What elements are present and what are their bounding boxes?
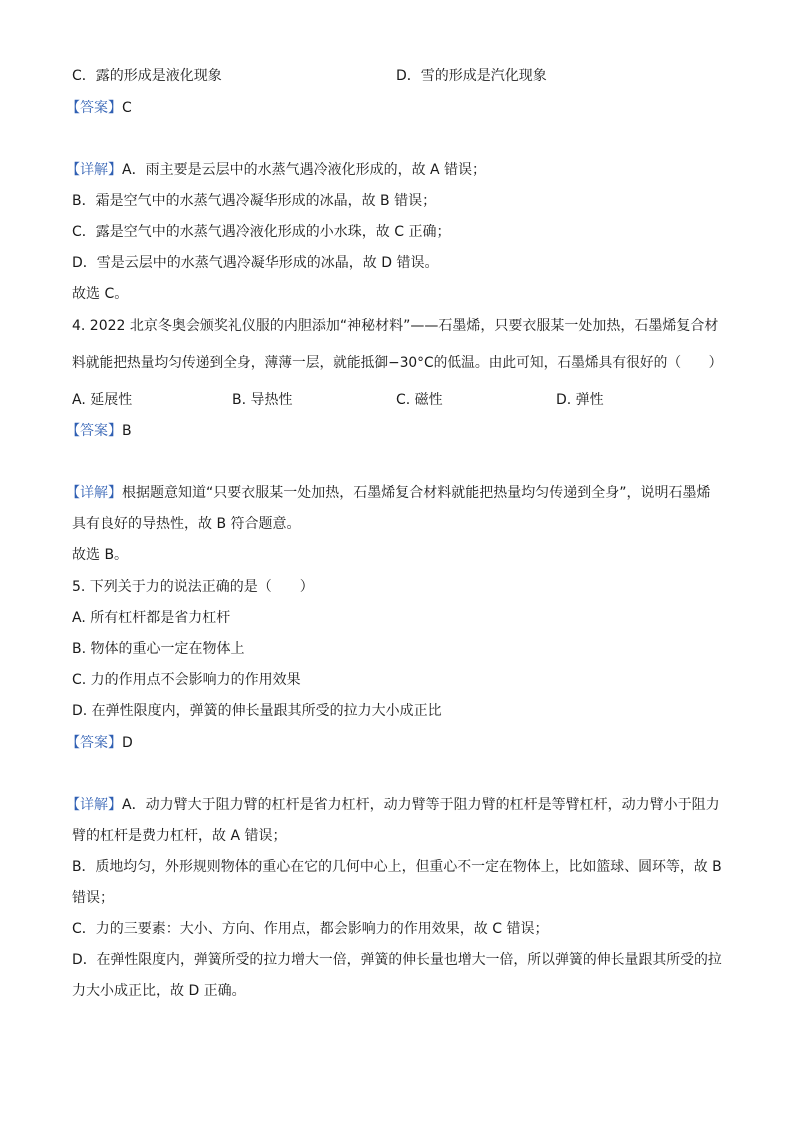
q3-conclusion: 故选 C。 bbox=[72, 286, 129, 302]
q5-option-c: C. 力的作用点不会影响力的作用效果 bbox=[72, 672, 301, 688]
q5-answer bbox=[66, 733, 133, 753]
q5-detail-a-line-2: 臂的杠杆是费力杠杆，故 A 错误； bbox=[72, 828, 287, 844]
q5-option-d: D. 在弹性限度内，弹簧的伸长量跟其所受的拉力大小成正比 bbox=[72, 703, 442, 719]
q5-detail-d-line-2: 力大小成正比，故 D 正确。 bbox=[72, 983, 246, 999]
q4-option-a: A. 延展性 bbox=[72, 392, 133, 408]
answer-tag: 【答案】 bbox=[66, 423, 122, 439]
answer-tag: 【答案】 bbox=[66, 100, 122, 116]
q3-detail-c: C．露是空气中的水蒸气遇冷液化形成的小水珠，故 C 正确； bbox=[72, 224, 451, 240]
q5-stem: 5. 下列关于力的说法正确的是（ ） bbox=[72, 579, 314, 595]
q4-conclusion: 故选 B。 bbox=[72, 547, 129, 563]
q4-answer bbox=[66, 421, 132, 441]
q5-option-a: A. 所有杠杆都是省力杠杆 bbox=[72, 610, 231, 626]
q3-detail-b: B．霜是空气中的水蒸气遇冷凝华形成的冰晶，故 B 错误； bbox=[72, 193, 437, 209]
q3-detail-a bbox=[66, 160, 486, 180]
answer-tag: 【答案】 bbox=[66, 735, 122, 751]
q5-detail-b-line-2: 错误； bbox=[72, 890, 114, 906]
detail-text: 根据题意知道“只要衣服某一处加热，石墨烯复合材料就能把热量均匀传递到全身”，说明石墨烯 bbox=[122, 485, 711, 501]
q4-option-b: B. 导热性 bbox=[232, 392, 293, 408]
q4-option-d: D. 弹性 bbox=[556, 392, 604, 408]
q5-detail-d-line-1: D．在弹性限度内，弹簧所受的拉力增大一倍，弹簧的伸长量也增大一倍，所以弹簧的伸长量跟其所受的拉 bbox=[72, 952, 722, 968]
q5-detail-b-line-1: B．质地均匀，外形规则物体的重心在它的几何中心上，但重心不一定在物体上，比如篮球、圆环等，故 B bbox=[72, 859, 722, 875]
q5-detail-c: C．力的三要素：大小、方向、作用点，都会影响力的作用效果，故 C 错误； bbox=[72, 921, 549, 937]
q3-option-c: C．露的形成是液化现象 bbox=[72, 68, 222, 84]
detail-tag: 【详解】 bbox=[66, 162, 122, 178]
detail-text: A．动力臂大于阻力臂的杠杆是省力杠杆，动力臂等于阻力臂的杠杆是等臂杠杆，动力臂小于阻力 bbox=[122, 797, 720, 813]
q4-detail-line-1 bbox=[66, 483, 711, 503]
detail-tag: 【详解】 bbox=[66, 797, 122, 813]
q3-option-d: D．雪的形成是汽化现象 bbox=[396, 68, 547, 84]
detail-tag: 【详解】 bbox=[66, 485, 122, 501]
answer-value: B bbox=[122, 423, 132, 439]
answer-value: C bbox=[122, 100, 132, 116]
q4-stem-line-1: 4. 2022 北京冬奥会颁奖礼仪服的内胆添加“神秘材料”——石墨烯，只要衣服某一处加热，石墨烯复合材 bbox=[72, 318, 719, 334]
q4-detail-line-2: 具有良好的导热性，故 B 符合题意。 bbox=[72, 516, 301, 532]
q5-option-b: B. 物体的重心一定在物体上 bbox=[72, 641, 245, 657]
q4-stem-line-2: 料就能把热量均匀传递到全身，薄薄一层，就能抵御−30°C的低温。由此可知，石墨烯具有很好的（ ） bbox=[72, 355, 723, 371]
q5-detail-a-line-1 bbox=[66, 795, 720, 815]
q3-detail-d: D．雪是云层中的水蒸气遇冷凝华形成的冰晶，故 D 错误。 bbox=[72, 255, 439, 271]
q3-answer bbox=[66, 98, 132, 118]
q4-option-c: C. 磁性 bbox=[396, 392, 443, 408]
detail-text: A．雨主要是云层中的水蒸气遇冷液化形成的，故 A 错误； bbox=[122, 162, 487, 178]
answer-value: D bbox=[122, 735, 133, 751]
